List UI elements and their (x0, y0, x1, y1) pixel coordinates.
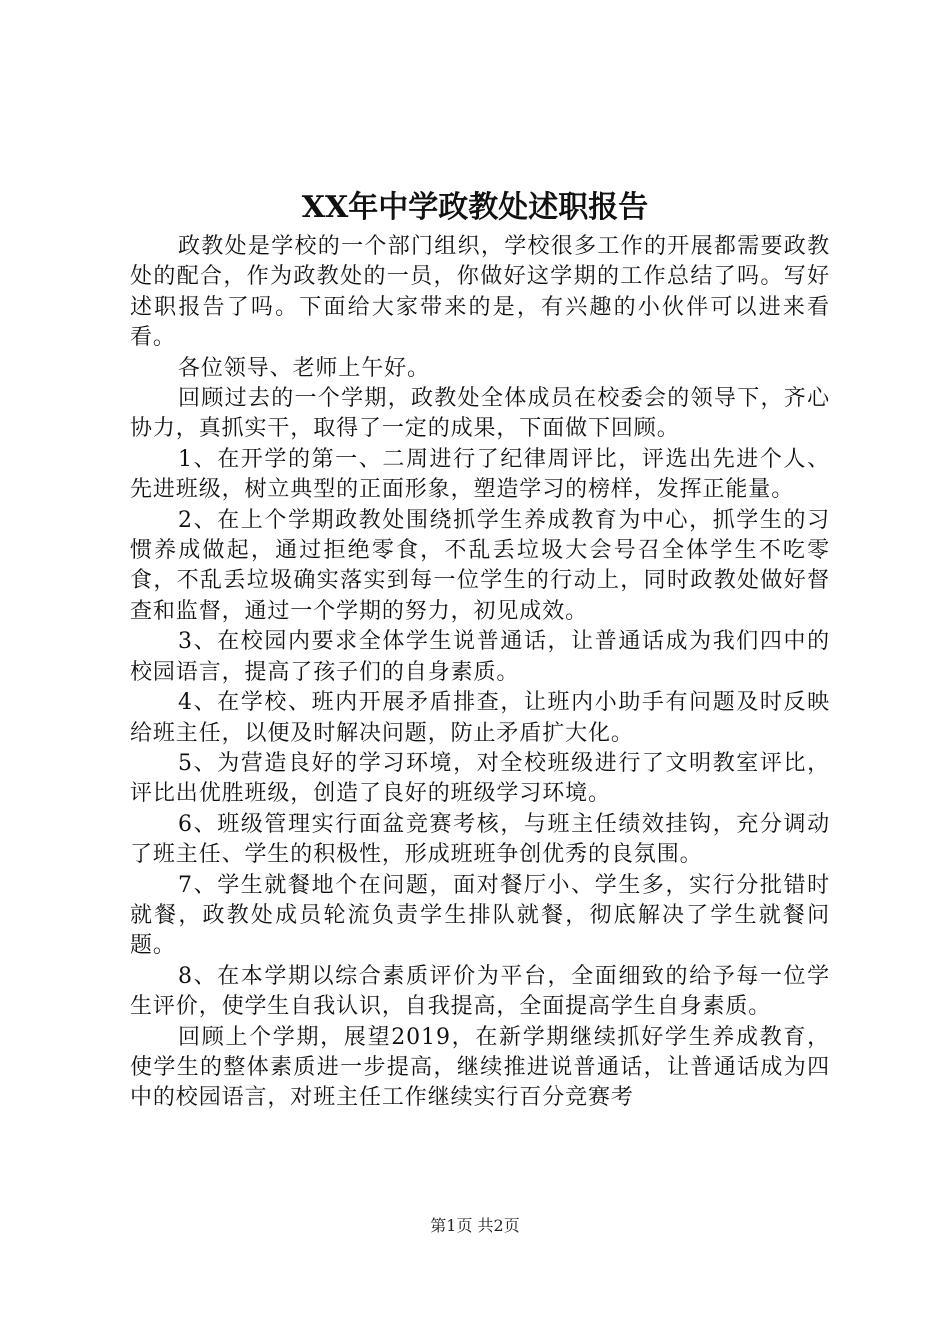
paragraph-item-2: 2、在上个学期政教处围绕抓学生养成教育为中心，抓学生的习惯养成做起，通过拒绝零食，不乱丢垃圾大会号召全体学生不吃零食，不乱丢垃圾确实落实到每一位学生的行动上，同时政教处做好督查和监督，通过一个学期的努力，初见成效。 (130, 507, 830, 624)
paragraph-item-3: 3、在校园内要求全体学生说普通话，让普通话成为我们四中的校园语言，提高了孩子们的自身素质。 (130, 629, 830, 685)
paragraph-item-8: 8、在本学期以综合素质评价为平台，全面细致的给予每一位学生评价，使学生自我认识，自我提高，全面提高学生自身素质。 (130, 963, 830, 1020)
paragraph-item-4: 4、在学校、班内开展矛盾排查，让班内小助手有问题及时反映给班主任，以便及时解决问题，防止矛盾扩大化。 (130, 690, 830, 746)
paragraph-item-5: 5、为营造良好的学习环境，对全校班级进行了文明教室评比，评比出优胜班级，创造了良好的班级学习环境。 (130, 750, 830, 807)
paragraph-greeting: 各位领导、老师上午好。 (178, 355, 430, 381)
paragraph-review: 回顾过去的一个学期，政教处全体成员在校委会的领导下，齐心协力，真抓实干，取得了一定的成果，下面做下回顾。 (130, 386, 830, 442)
paragraph-item-6: 6、班级管理实行面盆竞赛考核，与班主任绩效挂钩，充分调动了班主任、学生的积极性，形成班班争创优秀的良氛围。 (130, 811, 830, 868)
paragraph-outlook: 回顾上个学期，展望2019，在新学期继续抓好学生养成教育，使学生的整体素质进一步提高，继续推进说普通话，让普通话成为四中的校园语言，对班主任工作继续实行百分竞赛考 (130, 1024, 830, 1111)
document-title: XX年中学政教处述职报告 (301, 190, 649, 225)
paragraph-item-1: 1、在开学的第一、二周进行了纪律周评比，评选出先进个人、先进班级，树立典型的正面形象，塑造学习的榜样，发挥正能量。 (130, 446, 830, 503)
document-body (130, 232, 830, 1114)
page-number-footer: 第1页 共2页 (430, 1216, 520, 1235)
paragraph-intro: 政教处是学校的一个部门组织，学校很多工作的开展都需要政教处的配合，作为政教处的一员，你做好这学期的工作总结了吗。写好述职报告了吗。下面给大家带来的是，有兴趣的小伙伴可以进来看看。 (130, 234, 830, 351)
paragraph-item-7: 7、学生就餐地个在问题，面对餐厅小、学生多，实行分批错时就餐，政教处成员轮流负责学生排队就餐，彻底解决了学生就餐问题。 (130, 872, 830, 959)
